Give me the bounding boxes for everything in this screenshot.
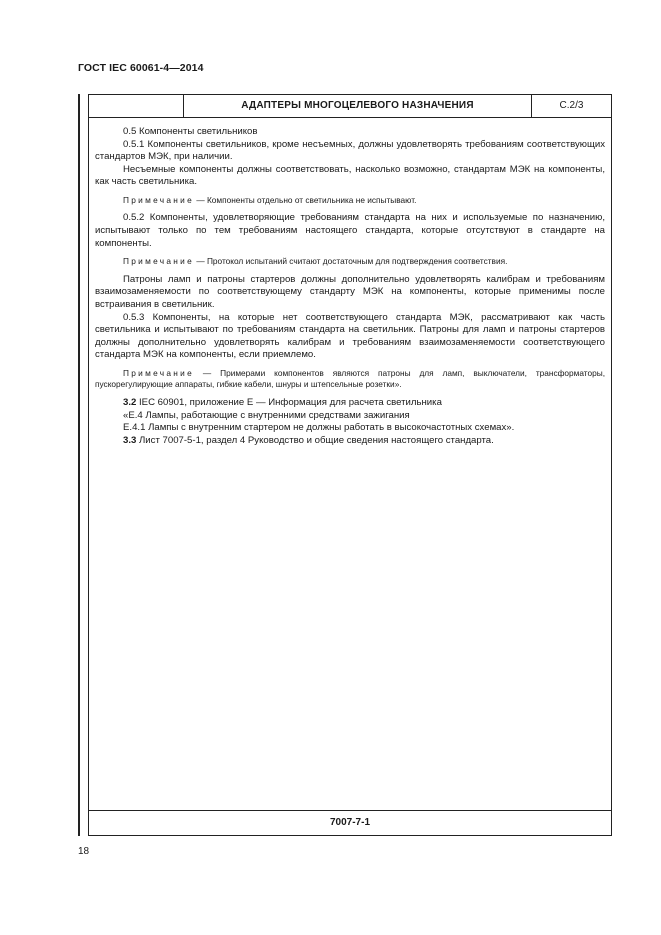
- section-3-3: [95, 435, 605, 448]
- section-number: 3.2: [123, 396, 137, 408]
- sheet-footer-id: 7007-7-1: [89, 810, 611, 835]
- sheet-header: [89, 95, 611, 118]
- clause-0-5-3: 0.5.3 Компоненты, на которые нет соответствующего стандарта МЭК, рассматривают как часть светильника и испытывают по требованиям стандарта на светильник. Патроны для ламп и патроны стартеров должны дополнительно удовлетворять калибрам и требованиям взаимозаменяемости соответствующего стандарта МЭК на компоненты, если приемлемо.: [95, 311, 605, 361]
- sheet-number: С.2/3: [531, 95, 611, 117]
- paragraph-fixed-components: Несъемные компоненты должны соответствовать, насколько возможно, стандартам МЭК на компоненты, как часть светильника.: [95, 163, 605, 188]
- clause-e-4-1: Е.4.1 Лампы с внутренним стартером не должны работать в высокочастотных схемах».: [123, 422, 515, 434]
- note-label: Примечание: [123, 194, 195, 205]
- note-label: Примечание: [123, 256, 195, 267]
- section-0-5: 0.5 Компоненты светильников: [123, 126, 258, 137]
- paragraph-lampholders: Патроны ламп и патроны стартеров должны дополнительно удовлетворять калибрам и требованиям взаимозаменяемости по соответствующему стандарту МЭК на компоненты, которые применимы после встраивания в светильник.: [95, 273, 605, 310]
- clause-0-5-2: 0.5.2 Компоненты, удовлетворяющие требованиям стандарта на них и используемые по назначению, испытывают только по тем требованиям настоящего стандарта, которые отсутствуют в стандарте на компоненты.: [95, 212, 605, 249]
- sheet-content: [95, 126, 605, 447]
- header-empty-cell: [89, 95, 184, 117]
- note-text: — Примерами компонентов являются патроны для ламп, выключатели, трансформаторы, пускорегулирующие аппараты, гибкие кабели, шнуры и штепсельные розетки».: [95, 367, 605, 390]
- note-2: [95, 256, 605, 268]
- document-code: ГОСТ IEC 60061-4—2014: [78, 62, 204, 74]
- note-3: [95, 368, 605, 391]
- clause-0-5-1: 0.5.1 Компоненты светильников, кроме несъемных, должны удовлетворять требованиям соответствующих стандартов МЭК, при наличии.: [95, 138, 605, 163]
- page-number: 18: [78, 846, 90, 857]
- sheet-frame: [88, 94, 612, 836]
- margin-bar: [78, 94, 80, 836]
- section-text: IEC 60901, приложение Е — Информация для расчета светильника: [136, 396, 442, 408]
- clause-e-4: «Е.4 Лампы, работающие с внутренними средствами зажигания: [123, 409, 410, 421]
- sheet-title: АДАПТЕРЫ МНОГОЦЕЛЕВОГО НАЗНАЧЕНИЯ: [241, 100, 474, 111]
- note-1: [95, 195, 605, 207]
- section-text: Лист 7007-5-1, раздел 4 Руководство и общие сведения настоящего стандарта.: [136, 434, 494, 446]
- note-label: Примечание: [123, 367, 195, 378]
- section-3-2: [95, 397, 605, 410]
- note-text: — Компоненты отдельно от светильника не испытывают.: [194, 194, 417, 205]
- section-number: 3.3: [123, 434, 137, 446]
- note-text: — Протокол испытаний считают достаточным для подтверждения соответствия.: [194, 256, 508, 267]
